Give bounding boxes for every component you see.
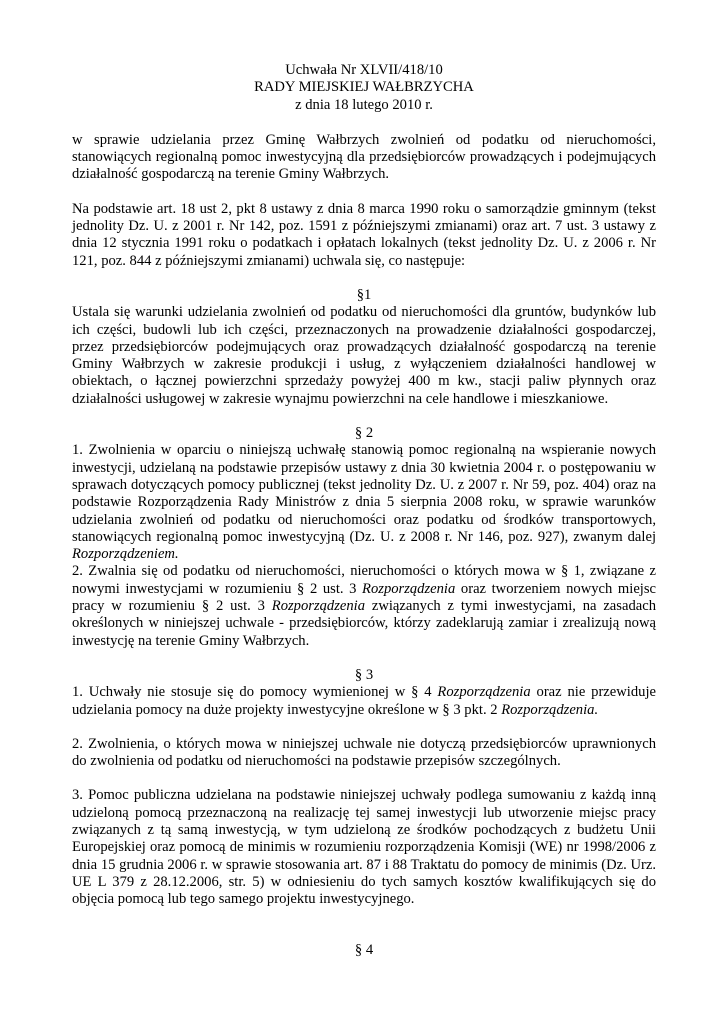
section-2-point-1-italic: Rozporządzeniem. bbox=[72, 546, 179, 563]
section-3-point-2: 2. Zwolnienia, o których mowa w niniejszej uchwale nie dotyczą przedsiębiorców uprawnionych do zwolnienia od podatku od nieruchomości na podstawie przepisów szczególnych. bbox=[72, 735, 656, 770]
section-2-point-2-part-b: oraz tworzeniem nowych miejsc pracy w rozumieniu § 2 ust. 3 bbox=[72, 580, 657, 615]
document-header bbox=[72, 62, 656, 114]
resolution-date: z dnia 18 lutego 2010 r. bbox=[295, 96, 433, 113]
section-3-point-1-italic-1: Rozporządzenia bbox=[437, 684, 531, 701]
section-2-point-2-italic-1: Rozporządzenia bbox=[362, 580, 456, 597]
section-2-point-2-italic-2: Rozporządzenia bbox=[271, 598, 366, 615]
section-1-heading: §1 bbox=[356, 286, 372, 303]
section-1-text: Ustala się warunki udzielania zwolnień od podatku od nieruchomości dla gruntów, budynków lub ich części, budowli lub ich części, przeznaczonych na prowadzenie działalności gospodarczej, przez przedsiębiorców podejmujących oraz prowadzących działalność gospodarczą na terenie Gminy Wałbrzych w zakresie produkcji i usług, z wyłączeniem działalności handlowej w obiektach, o łącznej powierzchni sprzedaży powyżej 400 m kw., stacji paliw płynnych oraz działalności usługowej w zakresie wynajmu powierzchni na cele handlowe i mieszkaniowe. bbox=[72, 304, 656, 407]
section-2-point-1 bbox=[72, 442, 656, 563]
section-3-point-3: 3. Pomoc publiczna udzielana na podstawie niniejszej uchwały podlega sumowaniu z każdą inną udzieloną pomocą przeznaczoną na realizację tej samej inwestycji lub utworzenie miejsc pracy związanych z tą samą inwestycją, w tym udzieloną ze środków pochodzących z budżetu Unii Europejskiej oraz pomocą de minimis w rozumieniu rozporządzenia Komisji (WE) nr 1998/2006 z dnia 15 grudnia 2006 r. w sprawie stosowania art. 87 i 88 Traktatu do pomocy de minimis (Dz. Urz. UE L 379 z 28.12.2006, str. 5) w odniesieniu do tych samych kosztów kwalifikujących się do objęcia pomocą lub tego samego projektu inwestycyjnego. bbox=[72, 787, 656, 908]
section-2-point-2-part-a: 2. Zwalnia się od podatku od nieruchomości, nieruchomości o których mowa w § 1, związane z nowymi inwestycjami w rozumieniu § 2 ust. 3 bbox=[72, 563, 656, 597]
resolution-number: Uchwała Nr XLVII/418/10 bbox=[285, 62, 443, 78]
document-page bbox=[72, 62, 656, 960]
legal-basis: Na podstawie art. 18 ust 2, pkt 8 ustawy z dnia 8 marca 1990 roku o samorządzie gminnym (tekst jednolity Dz. U. z 2001 r. Nr 142, poz. 1591 z późniejszymi zmianami) oraz art. 7 ust. 3 ustawy z dnia 12 stycznia 1991 roku o podatkach i opłatach lokalnych (tekst jednolity Dz. U. z 2006 r. Nr 121, poz. 844 z późniejszymi zmianami) uchwala się, co następuje: bbox=[72, 200, 656, 269]
section-2-point-1-text: 1. Zwolnienia w oparciu o niniejszą uchwałę stanowią pomoc regionalną na wspieranie nowych inwestycji, udzielaną na podstawie przepisów ustawy z dnia 30 kwietnia 2004 r. o postępowaniu w sprawach dotyczących pomocy publicznej (tekst jednolity Dz. U. z 2007 r. Nr 59, poz. 404) oraz na podstawie Rozporządzenia Rady Ministrów z dnia 5 sierpnia 2008 roku, w sprawie warunków udzielania zwolnień od podatku od nieruchomości oraz podatku od środków transportowych, stanowiących regionalną pomoc inwestycyjną (Dz. U. z 2008 r. Nr 146, poz. 927), zwanym dalej bbox=[72, 442, 656, 545]
section-3-heading: § 3 bbox=[354, 666, 374, 683]
section-2-point-2 bbox=[72, 563, 656, 649]
resolution-subject: w sprawie udzielania przez Gminę Wałbrzych zwolnień od podatku od nieruchomości, stanowiących regionalną pomoc inwestycyjną dla przedsiębiorców prowadzących i podejmujących działalność gospodarczą na terenie Gminy Wałbrzych. bbox=[72, 131, 656, 183]
section-3-point-1 bbox=[72, 684, 656, 719]
section-3-point-1-part-a: 1. Uchwały nie stosuje się do pomocy wymienionej w § 4 bbox=[72, 684, 432, 701]
section-2-heading: § 2 bbox=[354, 425, 374, 442]
section-3-point-1-italic-2: Rozporządzenia. bbox=[501, 701, 599, 718]
section-2-point-2-part-c: związanych z tymi inwestycjami, na zasadach określonych w niniejszej uchwale - przedsiębiorców, którzy zadeklarują zamiar i zrealizują nową inwestycję na terenie Gminy Wałbrzych. bbox=[72, 598, 656, 649]
section-3-point-1-part-b: oraz nie przewiduje udzielania pomocy na duże projekty inwestycyjne określone w § 3 pkt. 2 bbox=[72, 684, 656, 718]
issuing-body: RADY MIEJSKIEJ WAŁBRZYCHA bbox=[254, 79, 474, 96]
section-4-heading: § 4 bbox=[354, 942, 374, 959]
